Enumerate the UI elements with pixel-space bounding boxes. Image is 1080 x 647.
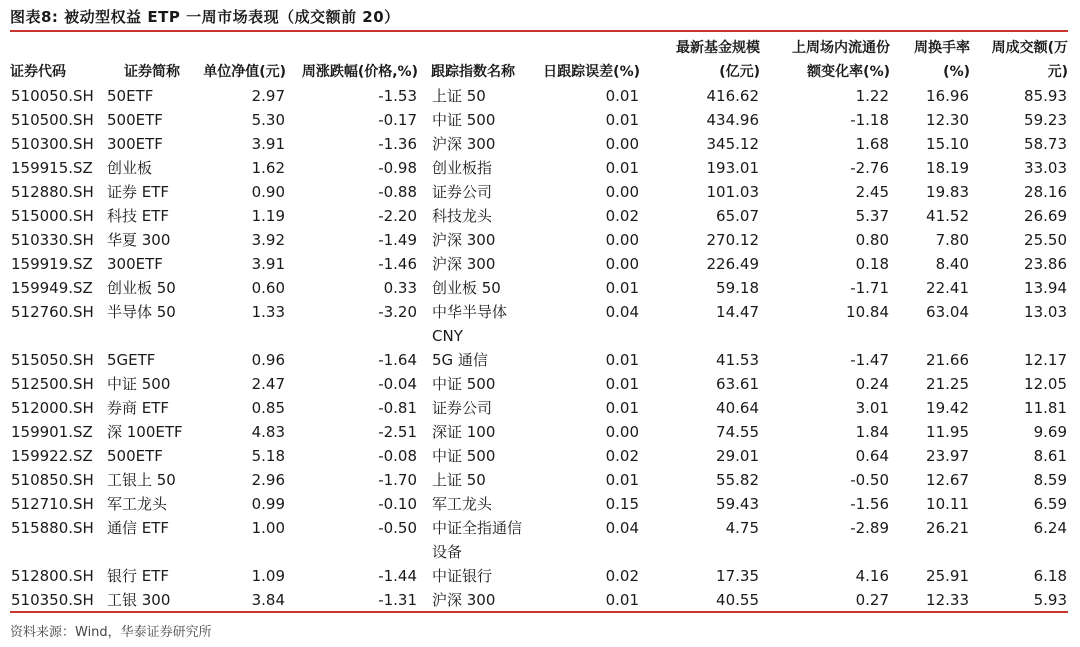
cell-index: 沪深 300: [432, 255, 496, 273]
cell-volume: 33.03: [1024, 159, 1067, 177]
cell-volume: 85.93: [1024, 87, 1067, 105]
table-row: [10, 396, 1068, 420]
cell-fund-size: 416.62: [706, 87, 759, 105]
table-row: [10, 180, 1068, 204]
cell-name: 工银 300: [107, 591, 171, 609]
cell-nav: 1.19: [251, 207, 285, 225]
cell-nav: 3.92: [251, 231, 285, 249]
cell-change: -1.36: [378, 135, 417, 153]
cell-code: 159949.SZ: [11, 279, 93, 297]
cell-tracking-error: 0.02: [605, 447, 639, 465]
cell-change: -0.04: [378, 375, 417, 393]
cell-nav: 1.33: [251, 303, 285, 321]
cell-float-change: 2.45: [855, 183, 889, 201]
cell-tracking-error: 0.02: [605, 567, 639, 585]
header-row-bottom: [10, 60, 1068, 84]
cell-name: 50ETF: [107, 87, 154, 105]
table-row: [10, 420, 1068, 444]
cell-turnover: 12.33: [926, 591, 969, 609]
cell-name: 创业板 50: [107, 279, 176, 297]
cell-float-change: 1.84: [855, 423, 889, 441]
cell-float-change: -2.89: [850, 519, 889, 537]
cell-turnover: 22.41: [926, 279, 969, 297]
cell-index-line1: 中证全指通信: [432, 519, 523, 537]
cell-index: [418, 516, 528, 564]
header-index-name: 跟踪指数名称: [431, 64, 515, 80]
cell-nav: 2.96: [251, 471, 285, 489]
cell-turnover: 41.52: [926, 207, 969, 225]
cell-float-change: 0.24: [855, 375, 889, 393]
cell-name: 军工龙头: [107, 495, 168, 513]
cell-fund-size: 55.82: [716, 471, 759, 489]
cell-float-change: -1.71: [850, 279, 889, 297]
cell-nav: 0.90: [251, 183, 285, 201]
cell-float-change: 1.68: [855, 135, 889, 153]
table-row: [10, 132, 1068, 156]
cell-change: -3.20: [378, 303, 417, 321]
table-row: [10, 84, 1068, 108]
table-row: [10, 564, 1068, 588]
table-row: [10, 444, 1068, 468]
cell-turnover: 23.97: [926, 447, 969, 465]
cell-nav: 3.91: [251, 255, 285, 273]
cell-index: 证券公司: [432, 183, 493, 201]
cell-code: 512500.SH: [11, 375, 94, 393]
cell-index: 中证 500: [432, 447, 496, 465]
cell-change: -0.10: [378, 495, 417, 513]
cell-volume: 13.94: [1024, 279, 1067, 297]
cell-index: 沪深 300: [432, 231, 496, 249]
table-row: [10, 588, 1068, 612]
cell-fund-size: 226.49: [706, 255, 759, 273]
cell-volume: 11.81: [1024, 399, 1067, 417]
cell-index: 深证 100: [432, 423, 496, 441]
table-row: [10, 516, 1068, 564]
cell-tracking-error: 0.00: [605, 135, 639, 153]
cell-change: -2.51: [378, 423, 417, 441]
cell-float-change: 3.01: [855, 399, 889, 417]
cell-float-change: 5.37: [855, 207, 889, 225]
cell-code: 515000.SH: [11, 207, 94, 225]
cell-code: 512880.SH: [11, 183, 94, 201]
cell-nav: 0.60: [251, 279, 285, 297]
cell-float-change: 4.16: [855, 567, 889, 585]
cell-name: 银行 ETF: [107, 567, 170, 585]
cell-volume: 9.69: [1033, 423, 1067, 441]
table-row: [10, 228, 1068, 252]
cell-tracking-error: 0.04: [605, 519, 639, 537]
cell-name: 券商 ETF: [107, 399, 170, 417]
cell-index: 上证 50: [432, 87, 486, 105]
cell-volume: 59.23: [1024, 111, 1067, 129]
cell-volume: 23.86: [1024, 255, 1067, 273]
cell-tracking-error: 0.01: [605, 591, 639, 609]
cell-nav: 1.00: [251, 519, 285, 537]
cell-code: 159915.SZ: [11, 159, 93, 177]
cell-change: 0.33: [383, 279, 417, 297]
header-tracking-error: 日跟踪误差(%): [543, 64, 640, 80]
cell-volume: 28.16: [1024, 183, 1067, 201]
cell-index: 上证 50: [432, 471, 486, 489]
cell-index: 创业板指: [432, 159, 493, 177]
cell-nav: 1.09: [251, 567, 285, 585]
cell-tracking-error: 0.01: [605, 375, 639, 393]
cell-change: -0.81: [378, 399, 417, 417]
cell-code: 159919.SZ: [11, 255, 93, 273]
cell-fund-size: 101.03: [706, 183, 759, 201]
cell-name: 中证 500: [107, 375, 171, 393]
cell-name: 半导体 50: [107, 303, 176, 321]
cell-turnover: 11.95: [926, 423, 969, 441]
cell-volume: 6.59: [1033, 495, 1067, 513]
cell-fund-size: 17.35: [716, 567, 759, 585]
cell-float-change: 1.22: [855, 87, 889, 105]
cell-change: -0.17: [378, 111, 417, 129]
cell-fund-size: 193.01: [706, 159, 759, 177]
cell-name: 通信 ETF: [107, 519, 170, 537]
cell-volume: 26.69: [1024, 207, 1067, 225]
cell-nav: 2.97: [251, 87, 285, 105]
cell-fund-size: 4.75: [725, 519, 759, 537]
cell-index-line2: CNY: [432, 327, 463, 345]
cell-change: -0.08: [378, 447, 417, 465]
cell-change: -1.53: [378, 87, 417, 105]
cell-tracking-error: 0.00: [605, 255, 639, 273]
cell-turnover: 8.40: [935, 255, 969, 273]
cell-turnover: 16.96: [926, 87, 969, 105]
cell-fund-size: 74.55: [716, 423, 759, 441]
cell-change: -1.46: [378, 255, 417, 273]
table-row: [10, 108, 1068, 132]
cell-nav: 1.62: [251, 159, 285, 177]
table-row: [10, 204, 1068, 228]
cell-index: 创业板 50: [432, 279, 501, 297]
bottom-rule: [10, 611, 1068, 613]
cell-float-change: 0.64: [855, 447, 889, 465]
cell-fund-size: 270.12: [706, 231, 759, 249]
header-turnover: 周换手率: [914, 40, 970, 56]
cell-change: -0.88: [378, 183, 417, 201]
cell-volume: 8.59: [1033, 471, 1067, 489]
cell-fund-size: 345.12: [706, 135, 759, 153]
cell-float-change: -2.76: [850, 159, 889, 177]
cell-code: 515880.SH: [11, 519, 94, 537]
cell-name: 创业板: [107, 159, 153, 177]
cell-float-change: 10.84: [846, 303, 889, 321]
cell-name: 证券 ETF: [107, 183, 170, 201]
cell-fund-size: 40.55: [716, 591, 759, 609]
cell-nav: 4.83: [251, 423, 285, 441]
cell-index: 5G 通信: [432, 351, 488, 369]
cell-float-change: 0.80: [855, 231, 889, 249]
table-row: [10, 252, 1068, 276]
cell-index: 沪深 300: [432, 135, 496, 153]
cell-index: [418, 300, 528, 348]
cell-nav: 5.30: [251, 111, 285, 129]
cell-fund-size: 59.43: [716, 495, 759, 513]
cell-nav: 0.99: [251, 495, 285, 513]
figure-title: 图表8: 被动型权益 ETP 一周市场表现（成交额前 20）: [10, 8, 400, 26]
cell-change: -2.20: [378, 207, 417, 225]
cell-code: 159901.SZ: [11, 423, 93, 441]
cell-fund-size: 63.61: [716, 375, 759, 393]
cell-float-change: -0.50: [850, 471, 889, 489]
cell-tracking-error: 0.01: [605, 279, 639, 297]
cell-float-change: -1.56: [850, 495, 889, 513]
cell-turnover: 10.11: [926, 495, 969, 513]
cell-code: 159922.SZ: [11, 447, 93, 465]
cell-tracking-error: 0.01: [605, 111, 639, 129]
cell-volume: 12.17: [1024, 351, 1067, 369]
cell-name: 科技 ETF: [107, 207, 170, 225]
cell-index: 沪深 300: [432, 591, 496, 609]
cell-code: 512760.SH: [11, 303, 94, 321]
header-float-change-unit: 额变化率(%): [807, 64, 890, 80]
cell-tracking-error: 0.00: [605, 183, 639, 201]
cell-tracking-error: 0.04: [605, 303, 639, 321]
header-turnover-unit: (%): [943, 64, 970, 80]
cell-code: 510330.SH: [11, 231, 94, 249]
cell-code: 510500.SH: [11, 111, 94, 129]
header-volume-unit: 元): [1047, 64, 1068, 80]
cell-volume: 6.24: [1033, 519, 1067, 537]
cell-volume: 12.05: [1024, 375, 1067, 393]
cell-turnover: 26.21: [926, 519, 969, 537]
header-float-change: 上周场内流通份: [792, 40, 890, 56]
cell-name: 深 100ETF: [107, 423, 183, 441]
header-weekly-change: 周涨跌幅(价格,%): [301, 64, 418, 80]
cell-turnover: 19.83: [926, 183, 969, 201]
cell-name: 500ETF: [107, 111, 163, 129]
cell-tracking-error: 0.00: [605, 423, 639, 441]
cell-tracking-error: 0.15: [605, 495, 639, 513]
cell-volume: 25.50: [1024, 231, 1067, 249]
cell-name: 300ETF: [107, 255, 163, 273]
top-rule: [10, 30, 1068, 32]
cell-tracking-error: 0.01: [605, 159, 639, 177]
cell-change: -1.31: [378, 591, 417, 609]
cell-fund-size: 65.07: [716, 207, 759, 225]
header-volume: 周成交额(万: [991, 40, 1068, 56]
cell-fund-size: 29.01: [716, 447, 759, 465]
cell-float-change: 0.27: [855, 591, 889, 609]
cell-nav: 3.84: [251, 591, 285, 609]
cell-float-change: -1.18: [850, 111, 889, 129]
header-fund-size: 最新基金规模: [676, 40, 760, 56]
cell-name: 工银上 50: [107, 471, 176, 489]
cell-change: -1.64: [378, 351, 417, 369]
table-row: [10, 300, 1068, 348]
cell-turnover: 21.25: [926, 375, 969, 393]
cell-turnover: 19.42: [926, 399, 969, 417]
cell-name: 5GETF: [107, 351, 156, 369]
cell-turnover: 12.67: [926, 471, 969, 489]
cell-float-change: 0.18: [855, 255, 889, 273]
cell-tracking-error: 0.01: [605, 399, 639, 417]
cell-change: -1.44: [378, 567, 417, 585]
header-row-top: [10, 36, 1068, 60]
header-code: 证券代码: [10, 64, 66, 80]
cell-tracking-error: 0.01: [605, 351, 639, 369]
cell-code: 512800.SH: [11, 567, 94, 585]
cell-turnover: 63.04: [926, 303, 969, 321]
cell-turnover: 7.80: [935, 231, 969, 249]
cell-name: 500ETF: [107, 447, 163, 465]
cell-nav: 0.85: [251, 399, 285, 417]
cell-change: -0.50: [378, 519, 417, 537]
cell-code: 512710.SH: [11, 495, 94, 513]
cell-nav: 3.91: [251, 135, 285, 153]
cell-volume: 58.73: [1024, 135, 1067, 153]
cell-fund-size: 41.53: [716, 351, 759, 369]
cell-name: 华夏 300: [107, 231, 171, 249]
cell-fund-size: 59.18: [716, 279, 759, 297]
cell-tracking-error: 0.01: [605, 87, 639, 105]
cell-tracking-error: 0.01: [605, 471, 639, 489]
cell-index-line2: 设备: [432, 543, 463, 561]
cell-index: 科技龙头: [432, 207, 493, 225]
cell-nav: 2.47: [251, 375, 285, 393]
table-row: [10, 492, 1068, 516]
cell-code: 510350.SH: [11, 591, 94, 609]
cell-index: 中证银行: [432, 567, 493, 585]
table-row: [10, 348, 1068, 372]
table-row: [10, 156, 1068, 180]
header-name: 证券简称: [124, 64, 180, 80]
cell-code: 510850.SH: [11, 471, 94, 489]
cell-nav: 0.96: [251, 351, 285, 369]
cell-turnover: 15.10: [926, 135, 969, 153]
cell-tracking-error: 0.02: [605, 207, 639, 225]
cell-turnover: 12.30: [926, 111, 969, 129]
cell-index: 证券公司: [432, 399, 493, 417]
cell-index: 中证 500: [432, 375, 496, 393]
cell-turnover: 18.19: [926, 159, 969, 177]
cell-change: -1.70: [378, 471, 417, 489]
cell-tracking-error: 0.00: [605, 231, 639, 249]
cell-index: 中证 500: [432, 111, 496, 129]
cell-code: 512000.SH: [11, 399, 94, 417]
cell-index: 军工龙头: [432, 495, 493, 513]
header-fund-size-unit: (亿元): [719, 64, 760, 80]
cell-volume: 5.93: [1033, 591, 1067, 609]
cell-turnover: 21.66: [926, 351, 969, 369]
etp-performance-table: [10, 36, 1068, 612]
cell-fund-size: 40.64: [716, 399, 759, 417]
cell-nav: 5.18: [251, 447, 285, 465]
cell-fund-size: 14.47: [716, 303, 759, 321]
cell-name: 300ETF: [107, 135, 163, 153]
cell-code: 510300.SH: [11, 135, 94, 153]
cell-volume: 8.61: [1033, 447, 1067, 465]
table-row: [10, 276, 1068, 300]
header-nav: 单位净值(元): [203, 64, 286, 80]
cell-change: -0.98: [378, 159, 417, 177]
cell-float-change: -1.47: [850, 351, 889, 369]
cell-code: 515050.SH: [11, 351, 94, 369]
cell-change: -1.49: [378, 231, 417, 249]
cell-turnover: 25.91: [926, 567, 969, 585]
table-row: [10, 372, 1068, 396]
cell-code: 510050.SH: [11, 87, 94, 105]
cell-volume: 6.18: [1033, 567, 1067, 585]
table-row: [10, 468, 1068, 492]
cell-fund-size: 434.96: [706, 111, 759, 129]
cell-index-line1: 中华半导体: [432, 303, 508, 321]
cell-volume: 13.03: [1024, 303, 1067, 321]
source-note: 资料来源：Wind，华泰证券研究所: [10, 625, 212, 640]
